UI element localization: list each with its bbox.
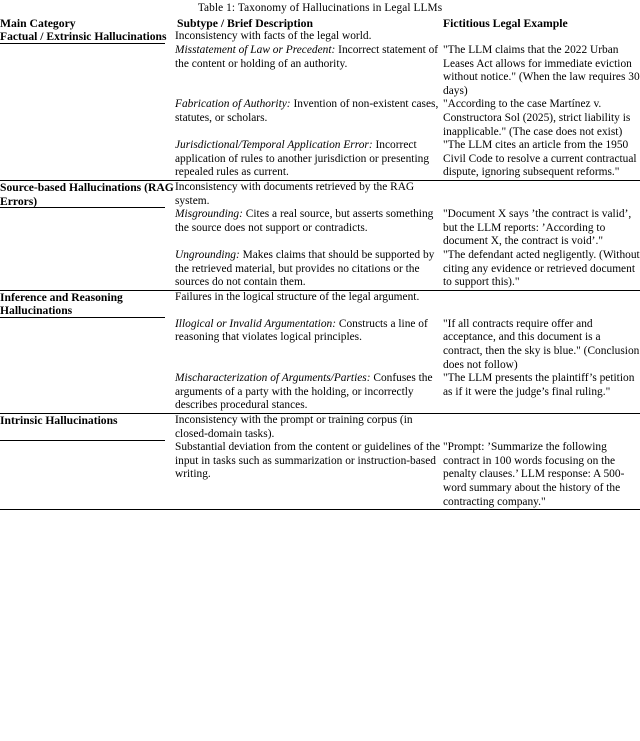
subtype-example: "The LLM presents the plaintiff’s petition as if it were the judge’s final ruling." xyxy=(443,372,635,398)
subtype-description: Incorrect application of rules to another jurisdiction or presenting repealed rules as current. xyxy=(175,139,430,179)
category-example xyxy=(443,290,640,318)
subtype-term: Mischaracterization of Arguments/Parties: xyxy=(175,372,371,385)
subtype-term: Jurisdictional/Temporal Application Error: xyxy=(175,139,373,152)
subtype-description: Substantial deviation from the content or guidelines of the input in tasks such as summarization or instruction-based writing. xyxy=(175,441,441,481)
table-row xyxy=(0,318,640,372)
category-row xyxy=(0,30,640,44)
category-row xyxy=(0,290,640,318)
column-header-subtype: Subtype / Brief Description xyxy=(177,17,314,30)
category-example xyxy=(443,414,640,442)
category-row xyxy=(0,180,640,208)
column-header-example: Fictitious Legal Example xyxy=(443,17,568,30)
category-description: Inconsistency with facts of the legal world. xyxy=(175,30,372,43)
table-row xyxy=(0,139,640,180)
taxonomy-table xyxy=(0,17,640,510)
category-name: Intrinsic Hallucinations xyxy=(0,414,175,442)
category-spacer xyxy=(0,139,175,180)
subtype-description: Cites a real source, but asserts something the source does not support or contradicts. xyxy=(175,208,434,234)
subtype-description: Invention of non-existent cases, statutes, or scholars. xyxy=(175,98,439,124)
subtype-example: "Prompt: ’Summarize the following contract in 100 words focusing on the penalty clauses.’ LLM response: A 500-word summary about the history of the contracting company." xyxy=(443,441,625,508)
subtype-term: Fabrication of Authority: xyxy=(175,98,291,111)
table-header-row xyxy=(0,17,640,30)
category-spacer xyxy=(0,372,175,413)
table-row xyxy=(0,98,640,139)
table-row xyxy=(0,372,640,413)
category-spacer xyxy=(0,441,175,509)
category-spacer xyxy=(0,208,175,249)
subtype-cell xyxy=(175,44,443,98)
category-example xyxy=(443,30,640,44)
table-row xyxy=(0,44,640,98)
subtype-cell xyxy=(175,139,443,180)
category-spacer xyxy=(0,44,175,98)
subtype-cell xyxy=(175,372,443,413)
subtype-term: Illogical or Invalid Argumentation: xyxy=(175,317,337,330)
column-header-main-category: Main Category xyxy=(0,17,76,30)
subtype-example: "Document X says ’the contract is valid’, but the LLM reports: ’According to document X, the contract is void’." xyxy=(443,208,632,248)
table-bottom-rule xyxy=(0,510,640,511)
table-row xyxy=(0,249,640,290)
category-name: Source-based Hallucinations (RAG Errors) xyxy=(0,180,174,208)
category-row xyxy=(0,414,640,442)
subtype-example: "The defendant acted negligently. (Without citing any evidence or retrieved document to support this)." xyxy=(443,248,640,289)
subtype-cell xyxy=(175,98,443,139)
subtype-cell xyxy=(175,208,443,249)
subtype-description: Makes claims that should be supported by the retrieved material, but provides no citations or the sources do not contain them. xyxy=(175,248,435,289)
subtype-description: Incorrect statement of the content or holding of an authority. xyxy=(175,44,439,70)
subtype-description: Constructs a line of reasoning that violates logical principles. xyxy=(175,317,428,344)
subtype-term: Misstatement of Law or Precedent: xyxy=(175,44,336,56)
category-description: Failures in the logical structure of the legal argument. xyxy=(175,290,443,318)
subtype-description: Confuses the arguments of a party with the holding, or incorrectly describes procedural stances. xyxy=(175,372,433,412)
category-description: Inconsistency with the prompt or training corpus (in closed-domain tasks). xyxy=(175,414,443,442)
category-name: Factual / Extrinsic Hallucinations xyxy=(0,30,175,44)
subtype-cell xyxy=(175,441,443,509)
bottom-rule-cell xyxy=(175,510,443,511)
table-row xyxy=(0,208,640,249)
subtype-example: "If all contracts require offer and acceptance, and this document is a contract, then the sky is blue." (Conclusion does not follow) xyxy=(443,317,640,371)
subtype-example: "According to the case Martínez v. Constructora Sol (2025), strict liability is inapplicable." (The case does not exist) xyxy=(443,98,631,138)
subtype-term: Misgrounding: xyxy=(175,208,243,221)
bottom-rule-cell xyxy=(0,510,175,511)
subtype-cell xyxy=(175,249,443,290)
bottom-rule-cell xyxy=(443,510,640,511)
category-example xyxy=(443,180,640,208)
table-row xyxy=(0,441,640,509)
category-description: Inconsistency with documents retrieved by the RAG system. xyxy=(175,180,443,208)
subtype-example: "The LLM cites an article from the 1950 Civil Code to resolve a current contractual dispute, ignoring subsequent reforms." xyxy=(443,139,637,179)
subtype-cell xyxy=(175,318,443,372)
subtype-example: "The LLM claims that the 2022 Urban Leases Act allows for immediate eviction without notice." (When the law requires 30 days) xyxy=(443,44,640,97)
subtype-term: Ungrounding: xyxy=(175,248,240,261)
category-spacer xyxy=(0,318,175,372)
category-spacer xyxy=(0,98,175,139)
category-name: Inference and Reasoning Hallucinations xyxy=(0,290,175,318)
category-spacer xyxy=(0,249,175,290)
table-caption: Table 1: Taxonomy of Hallucinations in Legal LLMs xyxy=(197,2,443,14)
